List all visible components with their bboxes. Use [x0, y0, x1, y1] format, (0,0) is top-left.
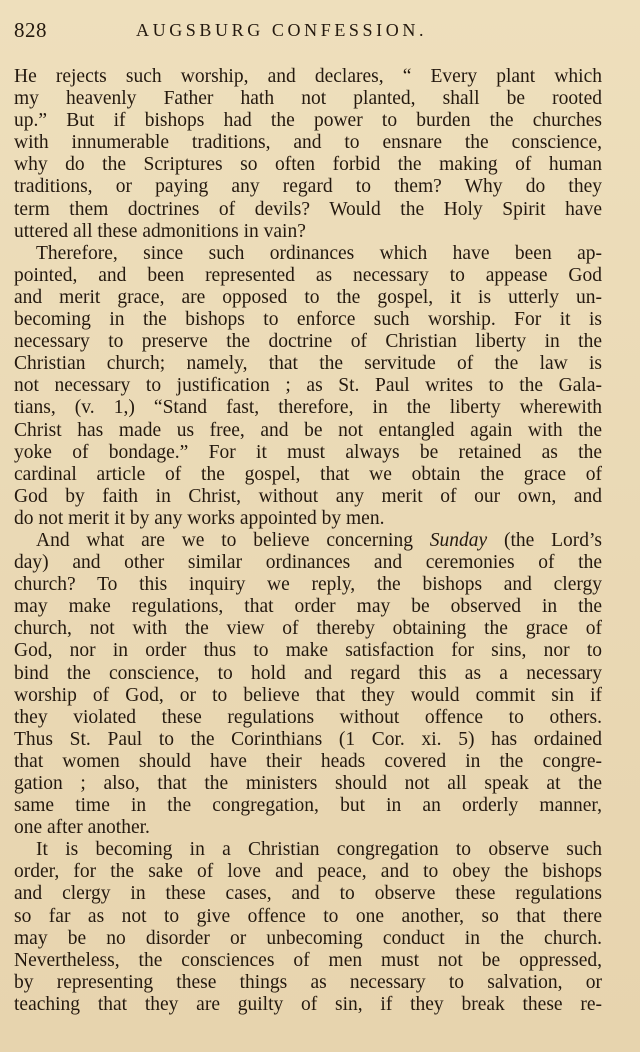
italic-term: Sunday: [429, 529, 488, 551]
page-number: 828: [14, 18, 47, 42]
text-line: gation ; also, that the ministers should not all speak at the: [14, 773, 602, 794]
text-line: bind the conscience, to hold and regard this as a necessary: [14, 662, 602, 684]
text-line: up.” But if bishops had the power to burden the churches: [14, 110, 602, 132]
text-line: worship of God, or to believe that they would commit sin if: [14, 684, 602, 706]
text-line: order, for the sake of love and peace, and to obey the bishops: [14, 861, 602, 883]
text-line-with-italic: [14, 530, 602, 552]
text-line: traditions, or paying any regard to them? Why do they: [14, 176, 602, 198]
text-line: one after another.: [14, 817, 150, 839]
paragraph-4: [14, 839, 602, 1016]
text-line: and clergy in these cases, and to observe these regulations: [14, 883, 602, 905]
text-line: uttered all these admonitions in vain?: [14, 220, 306, 242]
text-line: my heavenly Father hath not planted, shall be rooted: [14, 88, 602, 110]
text-line: Christian church; namely, that the servitude of the law is: [14, 353, 602, 375]
text-line: why do the Scriptures so often forbid the making of human: [14, 154, 602, 176]
text-line: so far as not to give offence to one another, so that there: [14, 905, 602, 927]
text-line: teaching that they are guilty of sin, if they break these re-: [14, 993, 602, 1015]
text-line: Nevertheless, the consciences of men must not be oppressed,: [14, 949, 602, 971]
running-title: AUGSBURG CONFESSION.: [136, 20, 428, 40]
text-run: And what are we to believe concerning: [36, 529, 430, 551]
text-line: tians, (v. 1,) “Stand fast, therefore, in the liberty wherewith: [14, 397, 602, 419]
text-line: cardinal article of the gospel, that we obtain the grace of: [14, 463, 602, 485]
text-line: yoke of bondage.” For it must always be retained as the: [14, 441, 602, 463]
text-line: becoming in the bishops to enforce such worship. For it is: [14, 309, 602, 331]
text-line: with innumerable traditions, and to ensnare the conscience,: [14, 132, 602, 154]
text-line: church, not with the view of thereby obtaining the grace of: [14, 618, 602, 640]
text-line: He rejects such worship, and declares, “ Every plant which: [14, 66, 602, 87]
text-line: pointed, and been represented as necessary to appease God: [14, 264, 602, 286]
text-line: same time in the congregation, but in an orderly manner,: [14, 795, 602, 817]
text-line: may make regulations, that order may be observed in the: [14, 596, 602, 618]
text-line: God by faith in Christ, without any merit of our own, and: [14, 485, 602, 507]
body-text: [14, 66, 602, 1016]
text-line: do not merit it by any works appointed by men.: [14, 507, 385, 529]
text-run: (the Lord’s: [487, 529, 602, 551]
text-line: by representing these things as necessary to salvation, or: [14, 971, 602, 993]
running-head: [0, 14, 640, 50]
text-line: Thus St. Paul to the Corinthians (1 Cor. xi. 5) has ordained: [14, 728, 602, 750]
paragraph-3: [14, 530, 602, 839]
text-line: necessary to preserve the doctrine of Christian liberty in the: [14, 331, 602, 353]
paragraph-1: [14, 66, 602, 243]
paragraph-2: [14, 243, 602, 530]
text-line: they violated these regulations without offence to others.: [14, 706, 602, 728]
text-line: not necessary to justification ; as St. Paul writes to the Gala-: [14, 375, 602, 397]
text-line: day) and other similar ordinances and ceremonies of the: [14, 552, 602, 574]
text-line: that women should have their heads covered in the congre-: [14, 750, 602, 772]
text-line: and merit grace, are opposed to the gospel, it is utterly un-: [14, 286, 602, 308]
text-line: God, nor in order thus to make satisfaction for sins, nor to: [14, 640, 602, 662]
text-line: term them doctrines of devils? Would the Holy Spirit have: [14, 198, 602, 220]
text-line: church? To this inquiry we reply, the bishops and clergy: [14, 574, 602, 596]
text-line: may be no disorder or unbecoming conduct in the church.: [14, 927, 602, 949]
text-line: Therefore, since such ordinances which have been ap-: [36, 242, 602, 264]
text-line: It is becoming in a Christian congregation to observe such: [36, 839, 602, 861]
text-line: Christ has made us free, and be not entangled again with the: [14, 419, 602, 441]
